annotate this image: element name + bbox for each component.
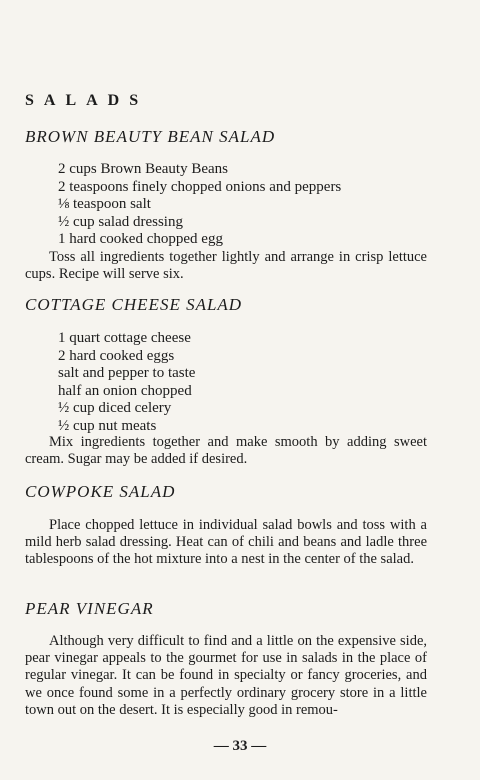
ingredient-item: 2 hard cooked eggs <box>58 347 175 364</box>
ingredient-item: salt and pepper to taste <box>58 365 196 381</box>
ingredient-item: 2 cups Brown Beauty Beans <box>58 161 228 177</box>
ingredient-item: 1 quart cottage cheese <box>58 330 191 346</box>
recipe-instructions: Place chopped lettuce in individual salad bowls and toss with a mild herb salad dressing. Heat can of chili and beans and ladle three tablespoons of the hot mixture into a nest in the center of the salad. <box>25 517 427 568</box>
recipe-title-pear-vinegar: PEAR VINEGAR <box>25 599 154 618</box>
ingredient-item: ½ cup nut meats <box>58 417 157 434</box>
recipe-title-cowpoke-salad: COWPOKE SALAD <box>25 482 176 501</box>
page-number: — 33 — <box>213 738 267 754</box>
ingredient-item: 2 teaspoons finely chopped onions and peppers <box>58 178 342 195</box>
recipe-instructions: Mix ingredients together and make smooth by adding sweet cream. Sugar may be added if desired. <box>25 434 427 468</box>
ingredient-list-brown-beauty <box>58 161 341 249</box>
ingredient-item: 1 hard cooked chopped egg <box>58 231 223 247</box>
section-heading: SALADS <box>25 92 149 109</box>
recipe-instructions: Toss all ingredients together lightly and arrange in crisp lettuce cups. Recipe will serve six. <box>25 249 427 283</box>
ingredient-item: ⅛ teaspoon salt <box>58 196 151 212</box>
ingredient-item: half an onion chopped <box>58 382 192 399</box>
recipe-title-cottage-cheese-salad: COTTAGE CHEESE SALAD <box>25 295 243 314</box>
recipe-title-brown-beauty-bean-salad: BROWN BEAUTY BEAN SALAD <box>25 127 276 146</box>
ingredient-item: ½ cup salad dressing <box>58 213 183 230</box>
recipe-instructions: Although very difficult to find and a little on the expensive side, pear vinegar appeals to the gourmet for use in salads in the place of regular vinegar. It can be found in specialty or fancy groceries, and we once found some in a perfectly ordinary grocery store in a little town out on the desert. It is especially good in remou- <box>25 633 427 718</box>
ingredient-list-cottage-cheese <box>58 330 195 435</box>
ingredient-item: ½ cup diced celery <box>58 400 172 416</box>
